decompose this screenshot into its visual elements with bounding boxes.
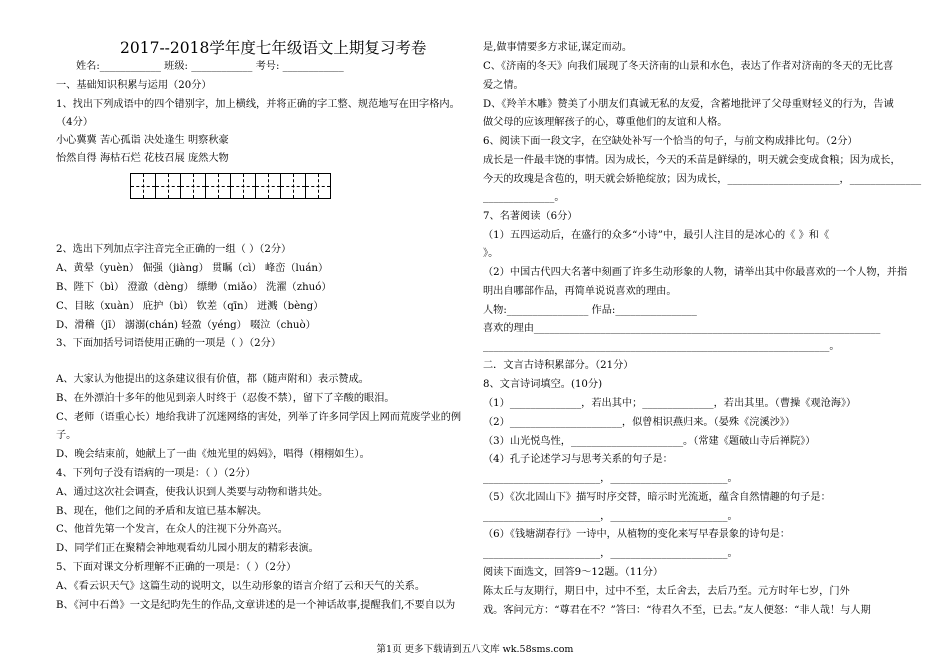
section-heading: 二．文言古诗积累部分。（21分） (483, 360, 634, 371)
passage-text: 今天的玫瑰是含苞的，明天就会娇艳绽放；因为成长，______________________，______________ (483, 174, 922, 185)
answer-line: ____________________________________________________________________。 (483, 341, 840, 352)
option-d: D、同学们正在聚精会神地观看幼儿园小朋友的精彩表演。 (56, 543, 319, 554)
option-b: B、现在，他们之间的矛盾和友谊已基本解决。 (56, 506, 268, 517)
option-a: A、黄晕（yuèn） 倔强（jiàng） 贯瞩（cì） 峰峦（luán） (56, 263, 329, 274)
answer-line: _______________________，_______________________。 (483, 473, 738, 484)
idiom-row: 小心冀冀 苦心孤诣 决处逢生 明察秋豪 (56, 135, 229, 146)
option-a: A、通过这次社会调查，使我认识到人类要与动物和谐共处。 (56, 487, 329, 498)
tianzige-box (155, 173, 181, 199)
tianzige-box (180, 173, 206, 199)
subquestion-text: 》。 (483, 248, 499, 259)
option-c-cont: 爱之情。 (483, 80, 524, 91)
subquestion-text: （1）五四运动后，在盛行的众多“小诗”中，最引人注目的是冰心的《 》和《 (483, 230, 830, 241)
passage-text: ______________。 (483, 192, 565, 203)
answer-line: _______________________，_______________________。 (483, 511, 738, 522)
exam-title: 2017--2018学年度七年级语文上期复习考卷 (120, 39, 427, 57)
option-c: C、他首先第一个发言，在众人的注视下分外高兴。 (56, 524, 288, 535)
option-d: D、晚会结束前，她献上了一曲《烛光里的妈妈》，唱得（栩栩如生）。 (56, 449, 370, 460)
tianzige-box (230, 173, 256, 199)
option-a: A、大家认为他提出的这条建议很有价值，都（随声附和）表示赞成。 (56, 374, 369, 385)
subquestion-text: （3）山光悦鸟性，______________________。（常建《题破山寺后禅院》） (483, 436, 816, 447)
question-text: （4分） (56, 117, 94, 128)
option-c: C、《济南的冬天》向我们展现了冬天济南的山景和水色，表达了作者对济南的冬天的无比喜 (483, 61, 894, 72)
option-a: A、《看云识天气》这篇生动的说明文，以生动形象的语言介绍了云和天气的关系。 (56, 581, 426, 592)
subquestion-text: （1）______________，若出其中；______________，若出其里。（曹操《观沧海》） (483, 398, 857, 409)
option-c: C、老师（语重心长）地给我讲了沉迷网络的害处，列举了许多同学因上网而荒废学业的例 (56, 412, 462, 423)
subquestion-text: （4）孔子论述学习与思考关系的句子是： (483, 454, 673, 465)
subquestion-text: （2）中国古代四大名著中刻画了许多生动形象的人物，请举出其中你最喜欢的一个人物，并指 (483, 267, 908, 278)
question-text: 5、下面对课文分析理解不正确的一项是：（ ）（2分） (56, 562, 297, 573)
tianzige-box (305, 173, 331, 199)
page-footer: 第1页 更多下载请到五八文库 wk.58sms.com (376, 644, 574, 655)
option-c-cont: 子。 (56, 430, 77, 441)
question-text: 1、找出下列成语中的四个错别字，加上横线，并将正确的字工整、规范地写在田字格内。 (56, 99, 460, 110)
option-b: B、陛下（bì） 澄澈（dèng） 缥缈（miǎo） 洗濯（zhuó） (56, 282, 332, 293)
passage-text: 成长是一件最丰饶的事情。因为成长，今天的禾苗是鲜绿的，明天就会变成食粮；因为成长， (483, 155, 901, 166)
question-text: 3、下面加括号词语使用正确的一项是（ ）（2分） (56, 338, 282, 349)
option-c: C、目眩（xuàn） 庇护（bì） 钦差（qīn） 迸溅（bèng） (56, 301, 324, 312)
question-text: 4、下列句子没有语病的一项是：（ ）（2分） (56, 468, 256, 479)
subquestion-text: （2）______________________，似曾相识燕归来。（晏殊《浣溪沙》） (483, 417, 796, 428)
question-text: 7、名著阅读（6分） (483, 211, 578, 222)
tianzige-box (130, 173, 156, 199)
answer-line: 人物:________________ 作品:________________ (483, 305, 697, 316)
option-d: D、《羚羊木雕》赞美了小朋友们真诚无私的友爱，含蓄地批评了父母重财轻义的行为，告诫 (483, 99, 894, 110)
question-text: 8、文言诗词填空。(10分) (483, 379, 603, 390)
option-d: D、滑稽（jī） 溺溺(chán) 轻盈（yéng） 啜泣（chuò） (56, 320, 316, 331)
reading-instruction: 阅读下面选文，回答9～12题。（11分） (483, 567, 664, 578)
idiom-row: 怡然自得 海枯石烂 花枝召展 庞然大物 (56, 153, 229, 164)
section-heading: 一、基础知识积累与运用（20分） (56, 80, 212, 91)
student-info-line: 姓名:____________ 班级: ____________ 考号: ____________ (76, 61, 344, 72)
answer-line: _______________________，_______________________。 (483, 548, 738, 559)
subquestion-text: 明出自哪部作品，再简单说说喜欢的理由。 (483, 286, 677, 297)
tianzige-box (205, 173, 231, 199)
tianzige-box (255, 173, 281, 199)
option-b-cont: 是,做事情要多方求证,谋定而动。 (483, 42, 633, 53)
option-d-cont: 做父母的应该理解孩子的心，尊重他们的友谊和人格。 (483, 117, 728, 128)
classical-passage: 陈太丘与友期行，期日中，过中不至，太丘舍去，去后乃至。元方时年七岁，门外 (483, 586, 850, 597)
question-text: 6、阅读下面一段文字，在空缺处补写一个恰当的句子，与前文构成排比句。（2分） (483, 136, 858, 147)
option-b: B、在外漂泊十多年的他见到亲人时终于（忍俊不禁），留下了辛酸的眼泪。 (56, 393, 395, 404)
option-b: B、《河中石兽》一文是纪昀先生的作品,文章讲述的是一个神话故事,提醒我们,不要自以为 (56, 600, 456, 611)
subquestion-text: （6）《钱塘湖春行》一诗中，从植物的变化来写早春景象的诗句是： (483, 529, 791, 540)
tianzige-box (280, 173, 306, 199)
subquestion-text: （5）《次北固山下》描写时序交替，暗示时光流逝，蕴含自然情趣的句子是： (483, 492, 831, 503)
classical-passage: 戏。客问元方：“尊君在不？”答曰：“待君久不至，已去。”友人便怒：“非人哉！与人期 (483, 605, 871, 616)
question-text: 2、选出下列加点字注音完全正确的一组（ ）（2分） (56, 244, 292, 255)
answer-line: 喜欢的理由____________________________________________________________________ (483, 323, 881, 334)
